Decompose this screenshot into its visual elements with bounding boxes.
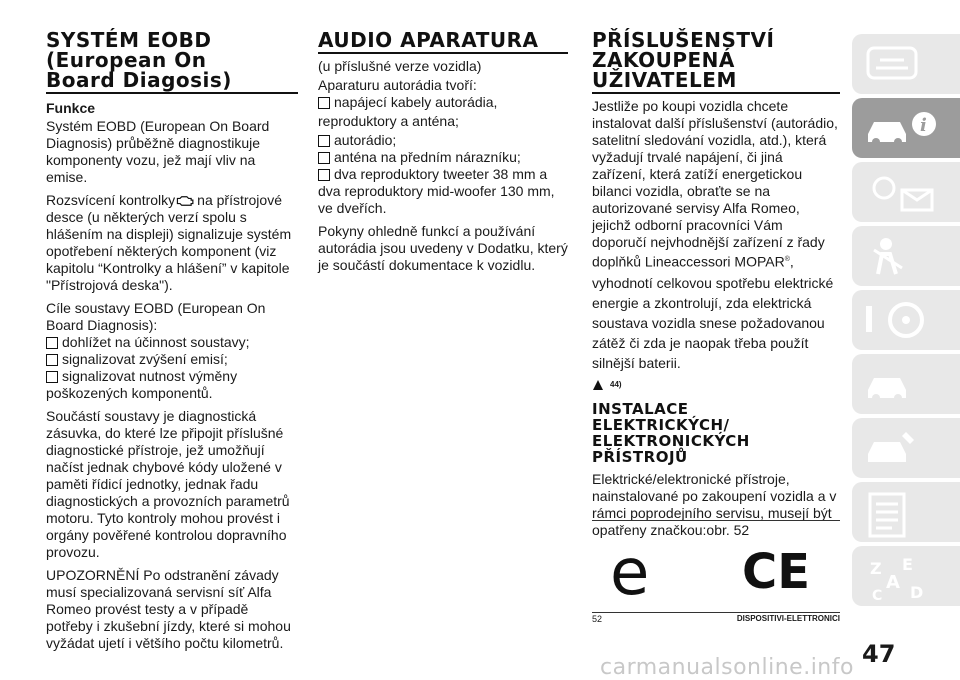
tab-safety[interactable] (852, 226, 960, 286)
checkbox-bullet-icon (46, 354, 58, 366)
paragraph: (u příslušné verze vozidla) (318, 58, 482, 74)
title-rule (592, 92, 840, 94)
checkbox-bullet-icon (46, 371, 58, 383)
paragraph-text: , (789, 253, 794, 270)
bullet-item (318, 166, 568, 183)
title-line: PŘÍSTROJŮ (592, 447, 688, 466)
note-reference (592, 379, 840, 391)
bullet-text: signalizovat zvýšení emisí; (62, 351, 228, 367)
column-accessories (592, 30, 840, 545)
bullet-text: dva reproduktory tweeter 38 mm a (334, 166, 548, 182)
bullet-item (46, 368, 298, 385)
engine-warning-icon (175, 195, 197, 207)
paragraph: Aparaturu autorádia tvoří: (318, 77, 477, 93)
airbag-safety-icon (862, 234, 922, 278)
bullet-continuation: poškozených komponentů. (46, 385, 213, 401)
paragraph-text: na přístrojové desce (u některých verzí spolu s hlášením na displeji) signalizuje systém opotřebení některých komponent (viz kapitolu “Kontrolky a hlášení” v kapitole "Přístrojová deska"). (46, 192, 292, 293)
bullet-item (46, 334, 298, 351)
bullet-item (318, 132, 568, 149)
tab-warning-lights[interactable] (852, 162, 960, 222)
bullet-continuation: reproduktory a anténa; (318, 113, 459, 129)
figure-caption: DISPOSITIVI-ELETTRONICI (736, 614, 840, 623)
figure-top-rule (592, 520, 840, 521)
bullet-text: napájecí kabely autorádia, (334, 94, 498, 110)
tab-technical-data[interactable] (852, 482, 960, 542)
section-title-accessories (592, 30, 840, 90)
checkbox-bullet-icon (46, 337, 58, 349)
tab-emergency[interactable] (852, 354, 960, 414)
paragraph (592, 98, 840, 271)
title-rule (46, 92, 298, 94)
steering-wheel-icon (862, 298, 932, 342)
car-dashboard-icon (862, 42, 922, 86)
title-line: INSTALACE (592, 399, 689, 418)
svg-text:Z: Z (870, 559, 882, 578)
paragraph: vyhodnotí celkovou spotřebu elektrické energie a zkontrolují, zda elektrická soustava vozidla snese požadovanou zátěž či zda je naopak třeba použít silnější baterii. (592, 274, 834, 371)
bullet-item (318, 149, 568, 166)
bullet-text: dohlížet na účinnost soustavy; (62, 334, 250, 350)
car-info-icon (862, 106, 942, 150)
tab-car-info[interactable] (852, 98, 960, 158)
column-eobd (46, 30, 298, 658)
title-line: UŽIVATELEM (592, 68, 737, 92)
section-title-eobd (46, 30, 298, 90)
technical-data-icon (862, 490, 922, 540)
tab-index[interactable] (852, 546, 960, 606)
paragraph: Cíle soustavy EOBD (European On Board Diagnosis): (46, 300, 266, 333)
title-rule (318, 52, 568, 54)
title-line: ELEKTRONICKÝCH (592, 431, 750, 450)
checkbox-bullet-icon (318, 169, 330, 181)
title-line: ZAKOUPENÁ (592, 48, 735, 72)
warning-lights-icon (862, 170, 942, 214)
paragraph-text: Rozsvícení kontrolky (46, 192, 176, 208)
car-maintenance-icon (862, 426, 922, 470)
bullet-text: autorádio; (334, 132, 397, 148)
bullet-continuation: dva reproduktory mid-woofer 130 mm, ve dveřích. (318, 183, 555, 216)
subtitle-funkce: Funkce (46, 100, 96, 116)
paragraph (46, 192, 298, 294)
paragraph: Pokyny ohledně funkcí a používání autorádia jsou uvedeny v Dodatku, který je součástí dokumentace k vozidlu. (318, 223, 568, 273)
bullet-text: anténa na předním nárazníku; (334, 149, 521, 165)
chapter-tabs (852, 34, 960, 634)
paragraph: Elektrické/elektronické přístroje, nainstalované po zakoupení vozidla a v rámci poprodejního servisu, musejí být opatřeny značkou:obr. 52 (592, 470, 837, 538)
paragraph-text: Jestliže po koupi vozidla chcete instalovat další příslušenství (autorádio, satelitní sledování vozidla, atd.), která vyžadují trvalé napájení, či jiná zařízení, která zatíží energetickou bilanci vozidla, obraťte se na autorizované servisy Alfa Romeo, jejichž odborní pracovníci Vám doporučí nejvhodnější zařízení z řady doplňků Lineaccessori MOPAR (592, 98, 838, 270)
svg-text:C: C (872, 588, 883, 604)
index-icon (862, 554, 942, 604)
title-line: ELEKTRICKÝCH/ (592, 415, 730, 434)
page-number: 47 (862, 640, 896, 668)
svg-text:i: i (920, 115, 927, 136)
paragraph-warning: UPOZORNĚNÍ Po odstranění závady musí specializovaná servisní síť Alfa Romeo provést testy a v případě potřeby i zkušební jízdy, které si mohou vyžádat ujetí i většího počtu kilometrů. (46, 567, 291, 651)
title-line: (European On (46, 48, 207, 72)
figure-number: 52 (592, 614, 603, 624)
section-title-installation (592, 401, 840, 465)
paragraph: Součástí soustavy je diagnostická zásuvka, do které lze připojit příslušné diagnostické přístroje, jež umožňují načíst jednak chybové kódy uložené v paměti řídicí jednotky, jednak řadu diagnostických a provozních parametrů motoru. Tyto kontroly mohou provést i orgány pověřené kontrolou dopravního provozu. (46, 408, 290, 560)
svg-text:E: E (902, 555, 913, 574)
ce-mark-symbol: CE (742, 544, 811, 600)
title-line: Board Diagosis) (46, 68, 232, 92)
e-mark-symbol: e (610, 536, 650, 610)
checkbox-bullet-icon (318, 135, 330, 147)
paragraph: Systém EOBD (European On Board Diagnosis) průběžně diagnostikuje komponenty vozu, jež mají vliv na emise. (46, 118, 270, 185)
column-audio (318, 30, 568, 280)
tab-maintenance[interactable] (852, 418, 960, 478)
section-title-audio: AUDIO APARATURA (318, 28, 539, 52)
car-emergency-icon (862, 362, 922, 406)
bullet-item (46, 351, 298, 368)
svg-text:A: A (886, 572, 900, 593)
svg-text:D: D (910, 583, 924, 602)
checkbox-bullet-icon (318, 97, 330, 109)
bullet-item (318, 94, 568, 111)
note-number: 44) (610, 380, 622, 390)
figure-bottom-rule (592, 612, 840, 613)
tab-dashboard[interactable] (852, 34, 960, 94)
bullet-text: signalizovat nutnost výměny (62, 368, 238, 384)
marking-symbols (592, 522, 840, 612)
registered-mark: ® (784, 256, 790, 263)
watermark: carmanualsonline.info (600, 655, 854, 680)
figure-52 (592, 520, 840, 624)
checkbox-bullet-icon (318, 152, 330, 164)
tab-driving[interactable] (852, 290, 960, 350)
title-line: PŘÍSLUŠENSTVÍ (592, 28, 775, 52)
title-line: SYSTÉM EOBD (46, 28, 212, 52)
warning-triangle-icon (592, 379, 604, 391)
